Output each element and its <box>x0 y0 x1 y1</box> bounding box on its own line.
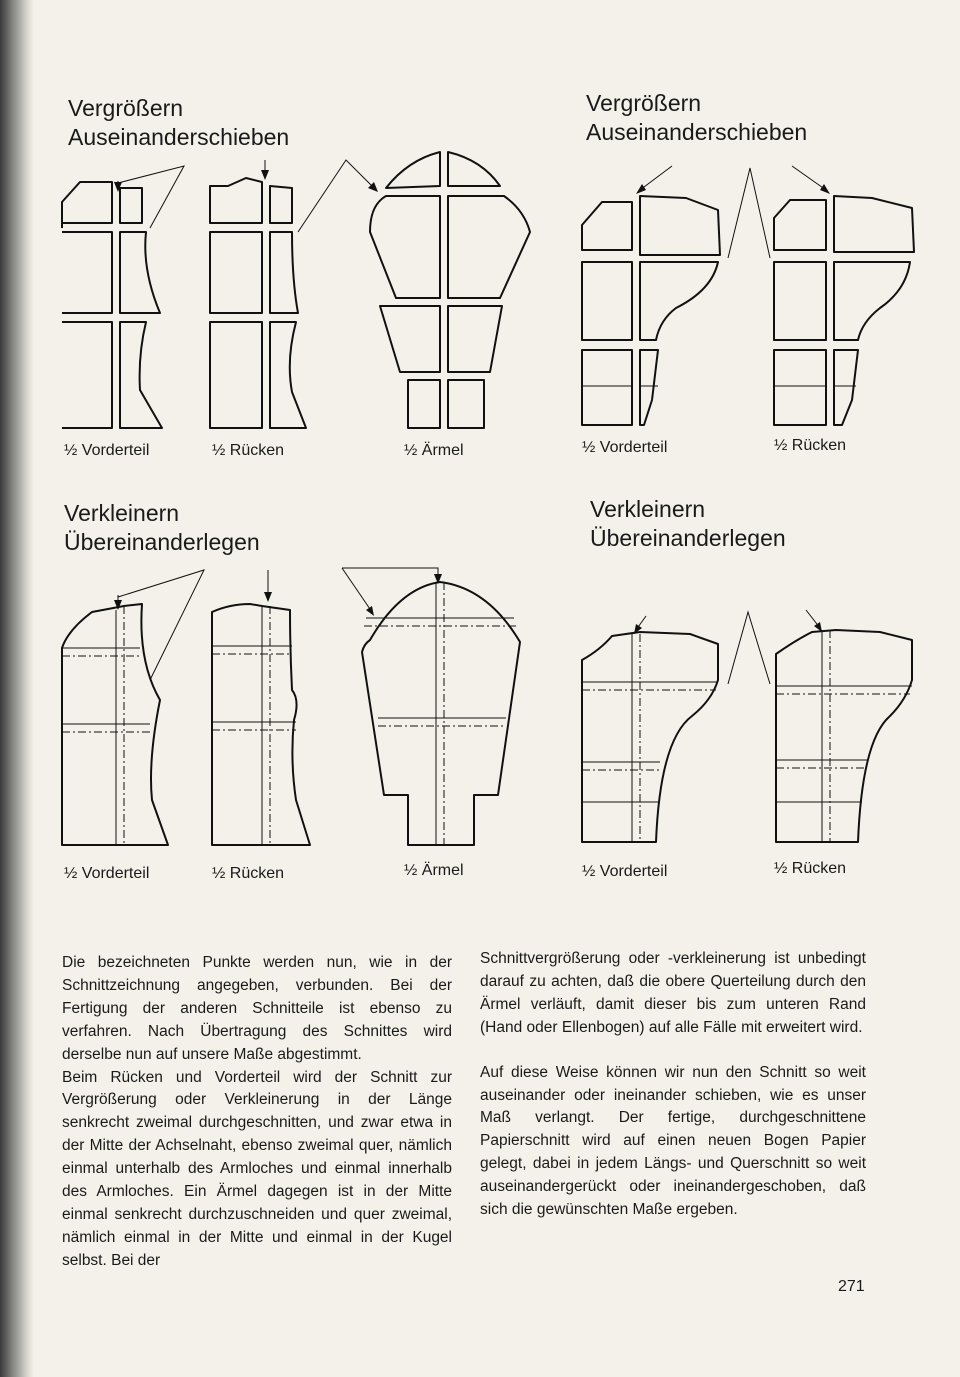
caption-front-enlarge-right: ½ Vorderteil <box>582 439 668 456</box>
caption-front-reduce-left: ½ Vorderteil <box>64 865 150 882</box>
caption-back-enlarge-left: ½ Rücken <box>212 442 285 459</box>
paragraph-left-1: Die bezeichneten Punkte werden nun, wie in der Schnittzeichnung angegeben, verbunden. Bei der Fertigung der anderen Schnitteile ist ebenso zu verfahren. Nach Übertragung des Schnittes wird derselbe nun auf unsere Maße abgestimmt. <box>62 954 452 1063</box>
heading-reduce-right: Verkleinern Übereinanderlegen <box>590 496 786 551</box>
text-column-right <box>480 948 866 1222</box>
caption-back-enlarge-right: ½ Rücken <box>774 437 847 454</box>
paragraph-right-2: Auf diese Weise können wir nun den Schnitt so weit auseinander oder ineinander schieben, wie es unser Maß verlangt. Der fertige, durchgeschnittene Papierschnitt wird auf einen neuen Bogen Papier gelegt, dabei in jedem Längs- und Querschnitt so weit auseinandergerückt oder ineinandergeschoben, daß sich die gewünschten Maße ergeben. <box>480 1063 866 1219</box>
heading-reduce-left: Verkleinern Übereinanderlegen <box>64 500 260 555</box>
page-number: 271 <box>838 1278 865 1295</box>
caption-back-reduce-left: ½ Rücken <box>212 865 285 882</box>
pattern-back-wide-reduced <box>776 630 912 842</box>
caption-sleeve-reduce-left: ½ Ärmel <box>404 862 464 879</box>
heading-enlarge-right: Vergrößern Auseinanderschieben <box>586 90 808 145</box>
text-column-left <box>62 952 452 1273</box>
reduce-arrows-right <box>634 610 822 684</box>
caption-back-reduce-right: ½ Rücken <box>774 860 847 877</box>
heading-enlarge-left: Vergrößern Auseinanderschieben <box>68 95 290 150</box>
paragraph-right-1: Schnittvergrößerung oder -verkleinerung ist unbedingt darauf zu achten, daß die obere Querteilung durch den Ärmel verläuft, damit dieser bis zum unteren Rand (Hand oder Ellenbogen) auf alle Fälle mit erweitert wird. <box>480 950 866 1036</box>
caption-front-reduce-right: ½ Vorderteil <box>582 863 668 880</box>
caption-sleeve-enlarge-left: ½ Ärmel <box>404 442 464 459</box>
paragraph-left-2: Beim Rücken und Vorderteil wird der Schnitt zur Vergrößerung oder Verkleinerung in der Länge senkrecht zweimal durchgeschnitten, und zwar etwa in der Mitte der Achselnaht, ebenso zweimal quer, nämlich einmal unterhalb des Armloches und einmal innerhalb des Armloches. Ein Ärmel dagegen ist in der Mitte einmal senkrecht durchzuschneiden und quer zweimal, nämlich einmal in der Mitte und einmal in der Kugel selbst. Bei der <box>62 1068 452 1269</box>
caption-front-enlarge-left: ½ Vorderteil <box>64 442 150 459</box>
pattern-front-wide-reduced <box>582 632 718 842</box>
